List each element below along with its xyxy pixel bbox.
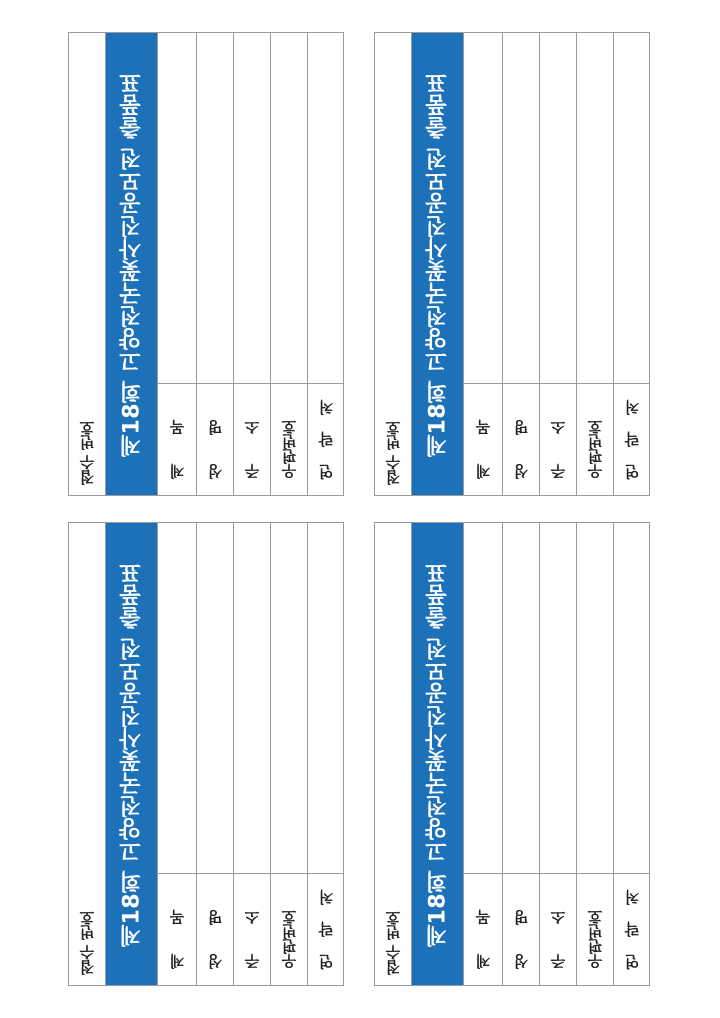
field-name-label: 성 명 xyxy=(512,897,531,969)
field-title-label: 제 목 xyxy=(168,407,187,479)
field-title-row[interactable] xyxy=(463,523,502,985)
field-postal-code-row[interactable] xyxy=(270,523,307,985)
receipt-number-label: 접수 번호 xyxy=(384,419,403,485)
field-address-row[interactable] xyxy=(233,523,270,985)
field-address-label: 주 소 xyxy=(549,407,568,479)
field-address-label: 주 소 xyxy=(243,407,262,479)
field-address-row[interactable] xyxy=(233,33,270,495)
entry-form-card-3 xyxy=(68,522,344,986)
field-contact-row[interactable] xyxy=(307,33,343,495)
field-address-row[interactable] xyxy=(539,33,576,495)
field-postal-code-label: 우편번호 xyxy=(280,909,299,969)
field-contact-row[interactable] xyxy=(613,523,649,985)
entry-form-card-4 xyxy=(374,522,650,986)
field-name-label: 성 명 xyxy=(512,407,531,479)
field-contact-row[interactable] xyxy=(613,33,649,495)
field-contact-label: 연 락 처 xyxy=(317,393,335,479)
receipt-number-column xyxy=(375,33,411,495)
field-title-row[interactable] xyxy=(463,33,502,495)
field-contact-label: 연 락 처 xyxy=(623,393,641,479)
field-address-label: 주 소 xyxy=(243,897,262,969)
field-postal-code-label: 우편번호 xyxy=(280,419,299,479)
title-band xyxy=(411,33,463,495)
form-title: 제18회 고양전국꽃사진공모전 출품표 xyxy=(425,71,450,457)
field-postal-code-label: 우편번호 xyxy=(586,419,605,479)
field-name-row[interactable] xyxy=(196,523,233,985)
receipt-number-label: 접수 번호 xyxy=(384,909,403,975)
form-title: 제18회 고양전국꽃사진공모전 출품표 xyxy=(119,561,144,947)
field-title-row[interactable] xyxy=(157,33,196,495)
field-contact-row[interactable] xyxy=(307,523,343,985)
field-postal-code-row[interactable] xyxy=(576,33,613,495)
field-title-label: 제 목 xyxy=(474,407,493,479)
field-name-row[interactable] xyxy=(502,523,539,985)
field-name-label: 성 명 xyxy=(206,897,225,969)
field-contact-label: 연 락 처 xyxy=(317,883,335,969)
field-title-label: 제 목 xyxy=(168,897,187,969)
field-address-row[interactable] xyxy=(539,523,576,985)
form-title: 제18회 고양전국꽃사진공모전 출품표 xyxy=(119,71,144,457)
field-contact-label: 연 락 처 xyxy=(623,883,641,969)
field-title-label: 제 목 xyxy=(474,897,493,969)
field-postal-code-row[interactable] xyxy=(270,33,307,495)
field-postal-code-row[interactable] xyxy=(576,523,613,985)
title-band xyxy=(105,523,157,985)
receipt-number-column xyxy=(375,523,411,985)
title-band xyxy=(105,33,157,495)
field-postal-code-label: 우편번호 xyxy=(586,909,605,969)
field-name-row[interactable] xyxy=(502,33,539,495)
entry-form-card-1 xyxy=(68,32,344,496)
field-title-row[interactable] xyxy=(157,523,196,985)
form-title: 제18회 고양전국꽃사진공모전 출품표 xyxy=(425,561,450,947)
field-address-label: 주 소 xyxy=(549,897,568,969)
receipt-number-column xyxy=(69,523,105,985)
receipt-number-label: 접수 번호 xyxy=(78,909,97,975)
field-name-row[interactable] xyxy=(196,33,233,495)
title-band xyxy=(411,523,463,985)
receipt-number-column xyxy=(69,33,105,495)
receipt-number-label: 접수 번호 xyxy=(78,419,97,485)
entry-form-card-2 xyxy=(374,32,650,496)
field-name-label: 성 명 xyxy=(206,407,225,479)
